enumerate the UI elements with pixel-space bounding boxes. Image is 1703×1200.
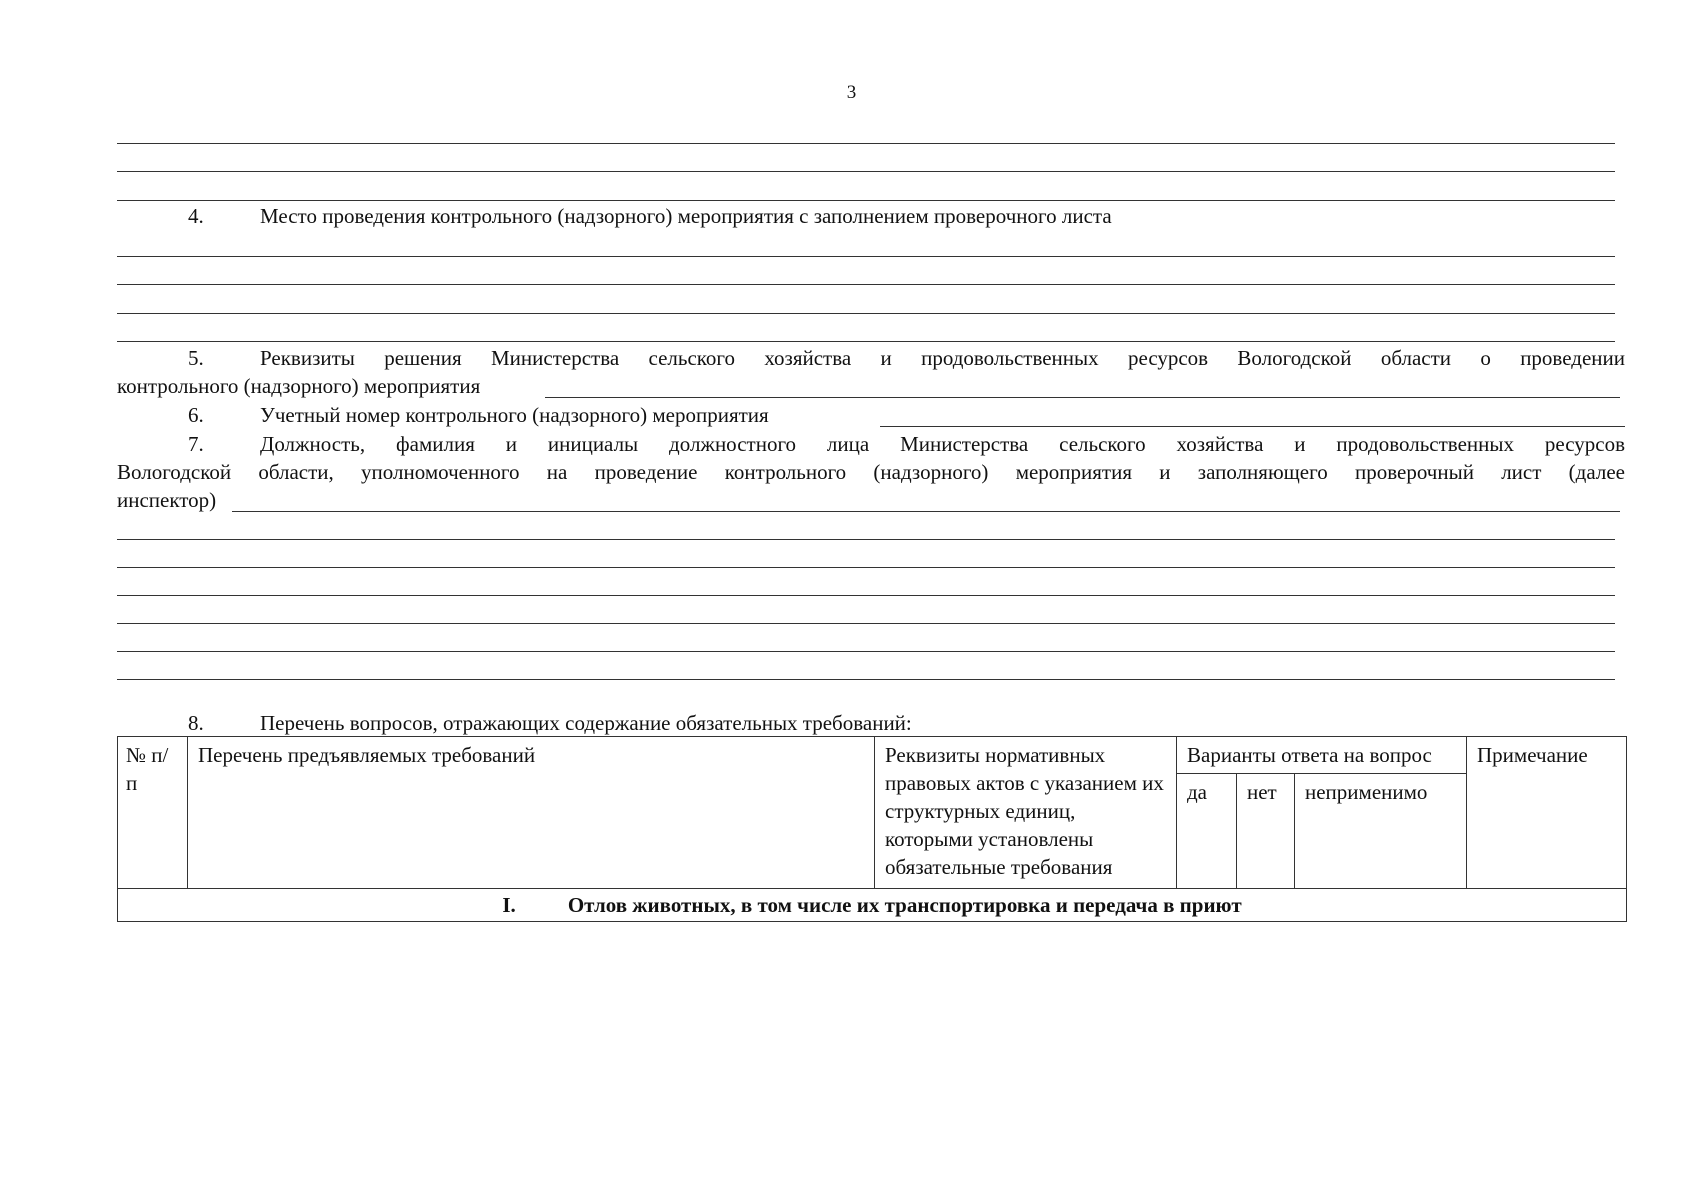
item7-line3: инспектор) — [117, 488, 217, 512]
item4-number: 4. — [188, 204, 204, 228]
header-requirements: Перечень предъявляемых требований — [188, 737, 875, 889]
blank-line — [117, 595, 1615, 596]
header-answers: Варианты ответа на вопрос — [1177, 737, 1467, 774]
item5-fill-line — [545, 397, 1620, 398]
requirements-table — [117, 736, 1627, 922]
header-note: Примечание — [1467, 737, 1627, 889]
blank-line — [117, 200, 1615, 201]
blank-line — [117, 256, 1615, 257]
item4-text: Место проведения контрольного (надзорного) мероприятия с заполнением проверочного листа — [260, 204, 1112, 228]
blank-line — [117, 679, 1615, 680]
item7-fill-line — [232, 511, 1620, 512]
header-number: № п/п — [118, 737, 188, 889]
item7-line2: Вологодской области, уполномоченного на проведение контрольного (надзорного) мероприятия и заполняющего проверочный лист (далее — [117, 460, 1625, 484]
blank-line — [117, 341, 1615, 342]
item6-fill-line — [880, 426, 1625, 427]
header-yes: да — [1177, 774, 1237, 889]
section-row — [118, 889, 1627, 922]
item7-number: 7. — [188, 432, 204, 456]
item5-number: 5. — [188, 346, 204, 370]
header-no: нет — [1237, 774, 1295, 889]
section-number: I. — [502, 893, 516, 917]
blank-line — [117, 623, 1615, 624]
item5-line1: Реквизиты решения Министерства сельского хозяйства и продовольственных ресурсов Вологодской области о проведении — [260, 346, 1625, 370]
header-legal-acts: Реквизиты нормативных правовых актов с указанием их структурных единиц, которыми установлены обязательные требования — [875, 737, 1177, 889]
item6-text: Учетный номер контрольного (надзорного) мероприятия — [260, 403, 769, 427]
item6-number: 6. — [188, 403, 204, 427]
section-title: Отлов животных, в том числе их транспортировка и передача в приют — [567, 893, 1242, 917]
blank-line — [117, 539, 1615, 540]
blank-line — [117, 143, 1615, 144]
item5-line2: контрольного (надзорного) мероприятия — [117, 374, 481, 398]
item7-line1: Должность, фамилия и инициалы должностного лица Министерства сельского хозяйства и продовольственных ресурсов — [260, 432, 1625, 456]
page-number: 3 — [846, 82, 857, 103]
blank-line — [117, 284, 1615, 285]
item8-text: Перечень вопросов, отражающих содержание обязательных требований: — [260, 711, 912, 735]
header-not-applicable: неприменимо — [1295, 774, 1467, 889]
blank-line — [117, 171, 1615, 172]
blank-line — [117, 313, 1615, 314]
item8-number: 8. — [188, 711, 204, 735]
blank-line — [117, 651, 1615, 652]
blank-line — [117, 567, 1615, 568]
